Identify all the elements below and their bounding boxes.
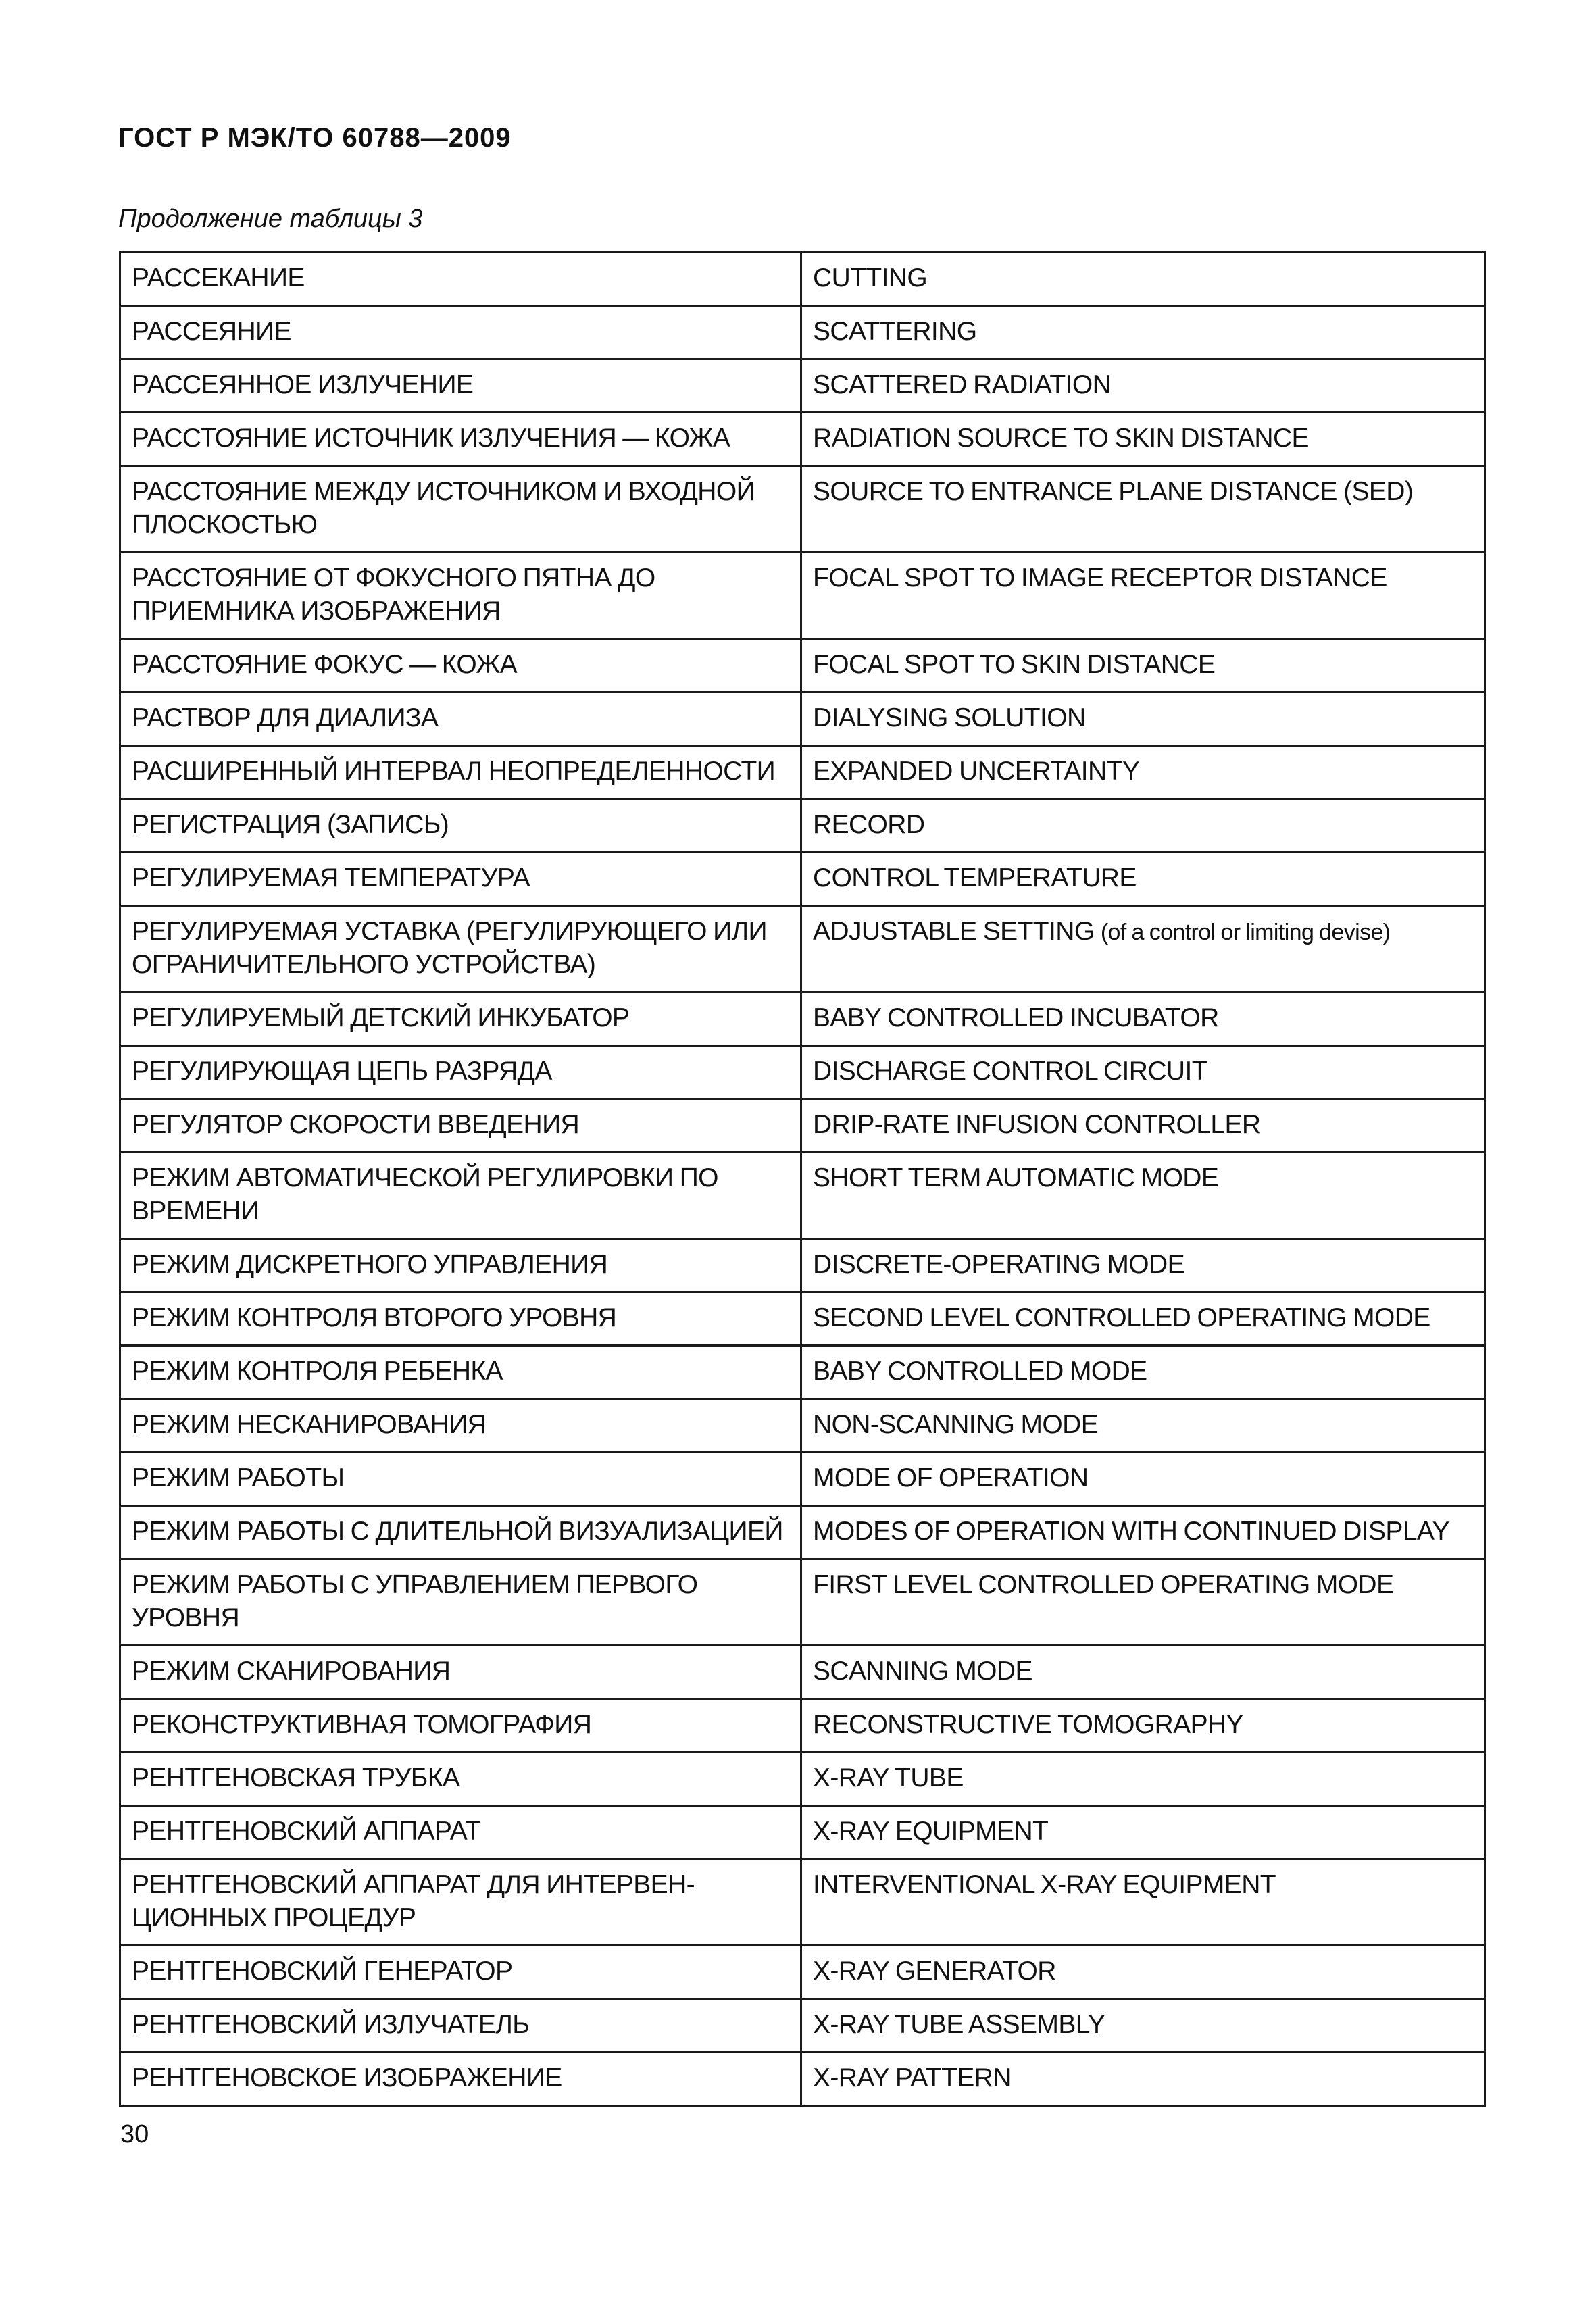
term-ru: РЕЖИМ РАБОТЫ: [120, 1453, 801, 1506]
term-ru: РЕНТГЕНОВСКИЙ АППАРАТ ДЛЯ ИНТЕРВЕН-ЦИОННЫХ ПРОЦЕДУР: [120, 1859, 801, 1946]
table-row: [120, 466, 1485, 553]
term-ru: РЕЖИМ ДИСКРЕТНОГО УПРАВЛЕНИЯ: [120, 1239, 801, 1292]
table-row: [120, 413, 1485, 466]
table-row: [120, 746, 1485, 799]
term-ru: РЕЖИМ КОНТРОЛЯ ВТОРОГО УРОВНЯ: [120, 1292, 801, 1346]
term-ru: РАССТОЯНИЕ ФОКУС — КОЖА: [120, 639, 801, 693]
term-en: X-RAY GENERATOR: [801, 1946, 1485, 1999]
term-en: X-RAY TUBE: [801, 1753, 1485, 1806]
table-row: [120, 1292, 1485, 1346]
term-en: MODE OF OPERATION: [801, 1453, 1485, 1506]
terms-table-body: [120, 253, 1485, 2106]
table-row: [120, 2053, 1485, 2106]
term-ru: РЕГИСТРАЦИЯ (ЗАПИСЬ): [120, 799, 801, 853]
table-row: [120, 1946, 1485, 1999]
term-en: SHORT TERM AUTOMATIC MODE: [801, 1153, 1485, 1239]
table-row: [120, 1506, 1485, 1559]
term-en: RECORD: [801, 799, 1485, 853]
table-row: [120, 1453, 1485, 1506]
term-en: SCATTERING: [801, 306, 1485, 359]
table-row: [120, 1859, 1485, 1946]
term-en: MODES OF OPERATION WITH CONTINUED DISPLAY: [801, 1506, 1485, 1559]
term-en: DISCRETE-OPERATING MODE: [801, 1239, 1485, 1292]
table-row: [120, 906, 1485, 992]
term-en: SCATTERED RADIATION: [801, 359, 1485, 413]
term-en: CONTROL TEMPERATURE: [801, 853, 1485, 906]
table-row: [120, 1346, 1485, 1399]
term-ru: РЕНТГЕНОВСКИЙ АППАРАТ: [120, 1806, 801, 1859]
term-ru: РЕЖИМ АВТОМАТИЧЕСКОЙ РЕГУЛИРОВКИ ПО ВРЕМЕНИ: [120, 1153, 801, 1239]
term-ru: РАСШИРЕННЫЙ ИНТЕРВАЛ НЕОПРЕДЕЛЕННОСТИ: [120, 746, 801, 799]
term-ru: РЕГУЛИРУЮЩАЯ ЦЕПЬ РАЗРЯДА: [120, 1046, 801, 1099]
term-ru: РЕЖИМ КОНТРОЛЯ РЕБЕНКА: [120, 1346, 801, 1399]
term-ru: РАССТОЯНИЕ ОТ ФОКУСНОГО ПЯТНА ДО ПРИЕМНИКА ИЗОБРАЖЕНИЯ: [120, 553, 801, 639]
table-row: [120, 639, 1485, 693]
table-row: [120, 1646, 1485, 1699]
term-en: X-RAY TUBE ASSEMBLY: [801, 1999, 1485, 2053]
table-row: [120, 992, 1485, 1046]
term-en: FIRST LEVEL CONTROLLED OPERATING MODE: [801, 1559, 1485, 1646]
term-ru: РЕЖИМ РАБОТЫ С УПРАВЛЕНИЕМ ПЕРВОГО УРОВНЯ: [120, 1559, 801, 1646]
term-en: DISCHARGE CONTROL CIRCUIT: [801, 1046, 1485, 1099]
term-en: SOURCE TO ENTRANCE PLANE DISTANCE (SED): [801, 466, 1485, 553]
table-row: [120, 1559, 1485, 1646]
term-ru: РАССТОЯНИЕ МЕЖДУ ИСТОЧНИКОМ И ВХОДНОЙ ПЛОСКОСТЬЮ: [120, 466, 801, 553]
term-ru: РЕЖИМ РАБОТЫ С ДЛИТЕЛЬНОЙ ВИЗУАЛИЗАЦИЕЙ: [120, 1506, 801, 1559]
term-ru: РЕЖИМ НЕСКАНИРОВАНИЯ: [120, 1399, 801, 1453]
term-ru: РАСТВОР ДЛЯ ДИАЛИЗА: [120, 693, 801, 746]
term-ru: РЕНТГЕНОВСКАЯ ТРУБКА: [120, 1753, 801, 1806]
term-en: SECOND LEVEL CONTROLLED OPERATING MODE: [801, 1292, 1485, 1346]
term-en: BABY CONTROLLED INCUBATOR: [801, 992, 1485, 1046]
term-ru: РЕЖИМ СКАНИРОВАНИЯ: [120, 1646, 801, 1699]
term-en: RADIATION SOURCE TO SKIN DISTANCE: [801, 413, 1485, 466]
term-en: FOCAL SPOT TO SKIN DISTANCE: [801, 639, 1485, 693]
term-en-main: ADJUSTABLE SETTING: [813, 917, 1095, 946]
table-row: [120, 253, 1485, 306]
term-en: NON-SCANNING MODE: [801, 1399, 1485, 1453]
term-ru: РЕКОНСТРУКТИВНАЯ ТОМОГРАФИЯ: [120, 1699, 801, 1753]
table-row: [120, 306, 1485, 359]
term-ru: РАССЕЯНИЕ: [120, 306, 801, 359]
term-en-note: (of a control or limiting devise): [1100, 920, 1391, 945]
terms-table: [119, 251, 1486, 2107]
page-number: 30: [120, 2120, 149, 2148]
term-en: X-RAY PATTERN: [801, 2053, 1485, 2106]
standard-designation: ГОСТ Р МЭК/ТО 60788—2009: [118, 123, 512, 153]
term-ru: РЕГУЛИРУЕМАЯ УСТАВКА (РЕГУЛИРУЮЩЕГО ИЛИ ОГРАНИЧИТЕЛЬНОГО УСТРОЙСТВА): [120, 906, 801, 992]
term-ru: РЕНТГЕНОВСКОЕ ИЗОБРАЖЕНИЕ: [120, 2053, 801, 2106]
table-row: [120, 693, 1485, 746]
term-en: [801, 906, 1485, 992]
table-row: [120, 1099, 1485, 1153]
term-en: CUTTING: [801, 253, 1485, 306]
term-ru: РЕНТГЕНОВСКИЙ ИЗЛУЧАТЕЛЬ: [120, 1999, 801, 2053]
table-row: [120, 799, 1485, 853]
term-en: X-RAY EQUIPMENT: [801, 1806, 1485, 1859]
term-en: INTERVENTIONAL X-RAY EQUIPMENT: [801, 1859, 1485, 1946]
term-en: RECONSTRUCTIVE TOMOGRAPHY: [801, 1699, 1485, 1753]
term-en: BABY CONTROLLED MODE: [801, 1346, 1485, 1399]
term-en: DIALYSING SOLUTION: [801, 693, 1485, 746]
table-row: [120, 1753, 1485, 1806]
term-ru: РЕГУЛИРУЕМЫЙ ДЕТСКИЙ ИНКУБАТОР: [120, 992, 801, 1046]
term-ru: РАССТОЯНИЕ ИСТОЧНИК ИЗЛУЧЕНИЯ — КОЖА: [120, 413, 801, 466]
table-row: [120, 853, 1485, 906]
table-caption: Продолжение таблицы 3: [118, 205, 423, 233]
term-ru: РАССЕКАНИЕ: [120, 253, 801, 306]
table-row: [120, 553, 1485, 639]
term-en: DRIP-RATE INFUSION CONTROLLER: [801, 1099, 1485, 1153]
term-en: EXPANDED UNCERTAINTY: [801, 746, 1485, 799]
term-ru: РЕГУЛИРУЕМАЯ ТЕМПЕРАТУРА: [120, 853, 801, 906]
term-ru: РАССЕЯННОЕ ИЗЛУЧЕНИЕ: [120, 359, 801, 413]
term-en: SCANNING MODE: [801, 1646, 1485, 1699]
table-row: [120, 1239, 1485, 1292]
term-en: FOCAL SPOT TO IMAGE RECEPTOR DISTANCE: [801, 553, 1485, 639]
table-row: [120, 1046, 1485, 1099]
term-ru: РЕНТГЕНОВСКИЙ ГЕНЕРАТОР: [120, 1946, 801, 1999]
table-row: [120, 1999, 1485, 2053]
term-ru: РЕГУЛЯТОР СКОРОСТИ ВВЕДЕНИЯ: [120, 1099, 801, 1153]
table-row: [120, 1153, 1485, 1239]
table-row: [120, 1699, 1485, 1753]
table-row: [120, 1806, 1485, 1859]
table-row: [120, 359, 1485, 413]
table-row: [120, 1399, 1485, 1453]
